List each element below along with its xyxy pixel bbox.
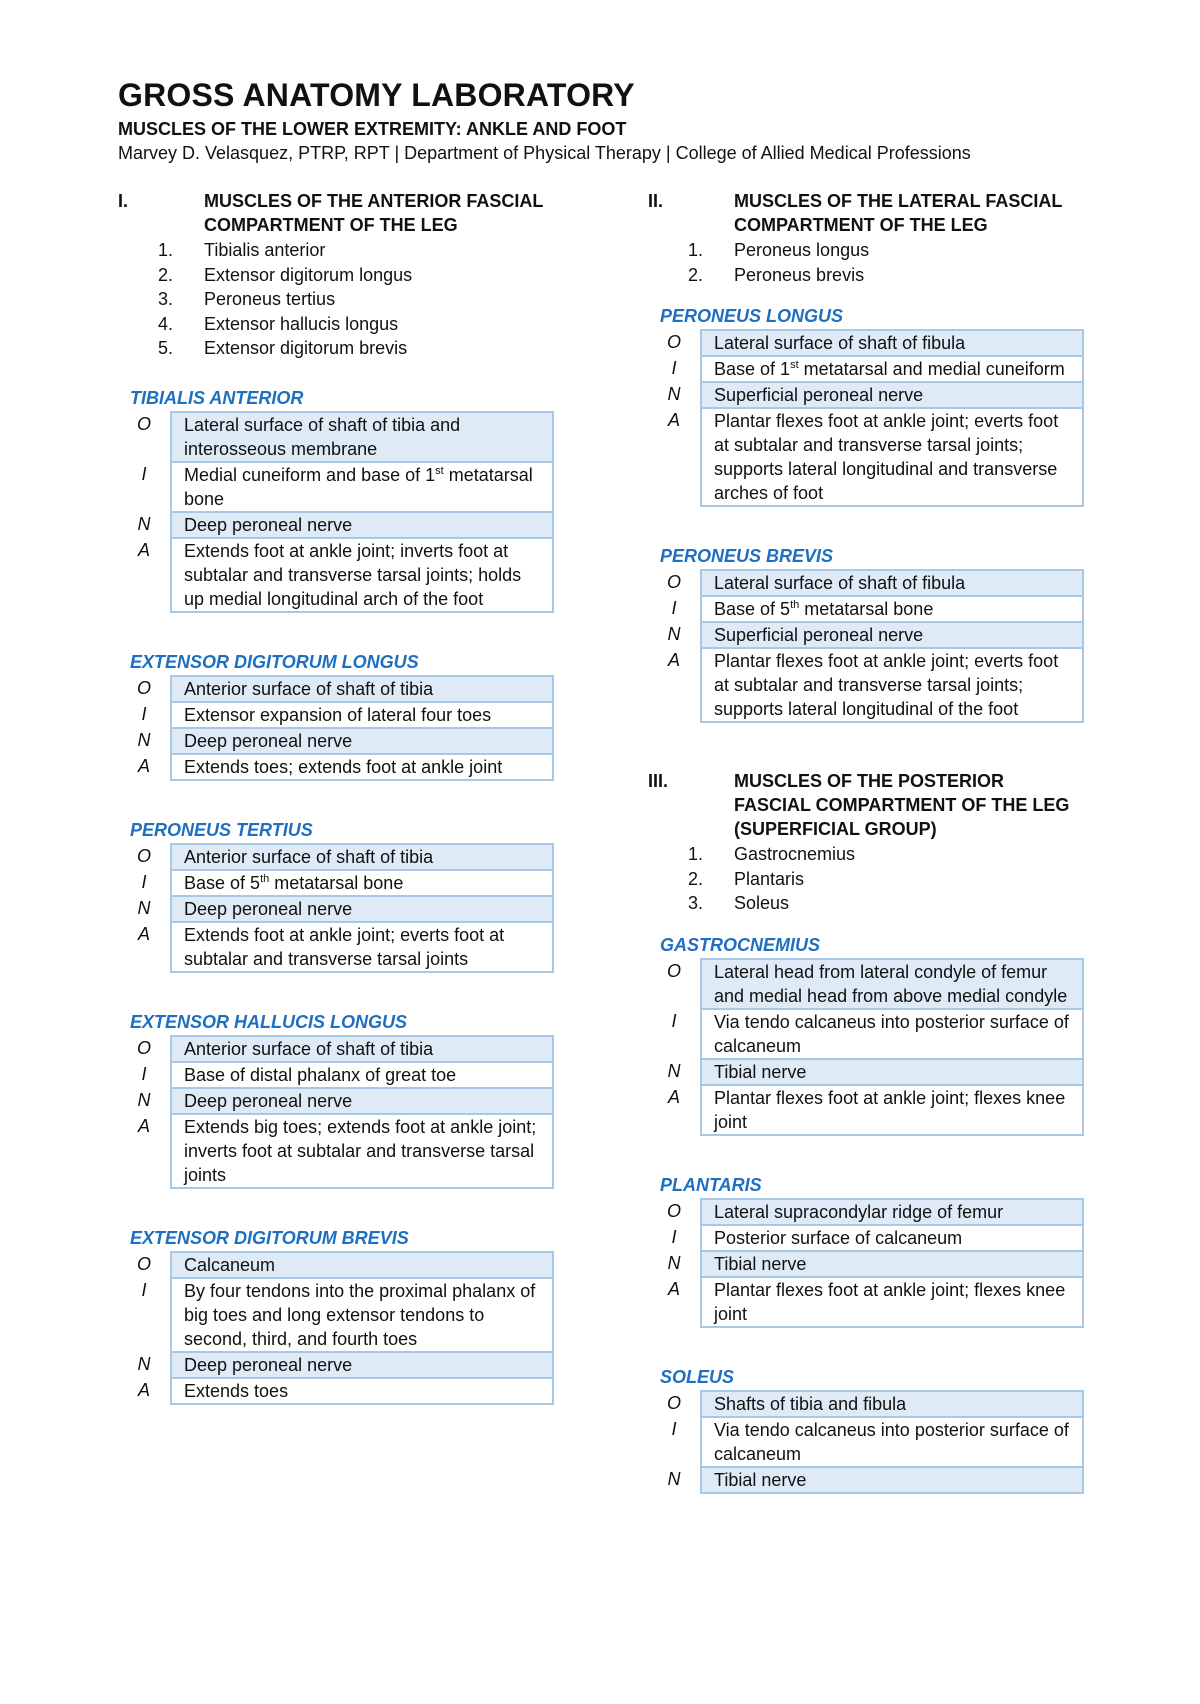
text: metatarsal and medial cuneiform: [798, 359, 1065, 379]
text: Peroneus brevis: [734, 264, 865, 285]
onia-table: [118, 1035, 554, 1189]
row-value: Plantar flexes foot at ankle joint; flexes knee joint: [701, 1277, 1083, 1327]
row-key: N: [667, 624, 681, 644]
table-row: [648, 1467, 1083, 1493]
row-key: A: [137, 755, 150, 776]
table-row: [118, 754, 553, 780]
muscle-block-soleus: [648, 1366, 1084, 1494]
table-row: [648, 622, 1083, 648]
row-key: A: [137, 1379, 150, 1400]
table-row: [648, 1199, 1083, 1225]
table-row: [648, 1009, 1083, 1059]
onia-table: [648, 1198, 1084, 1328]
table-row: [648, 382, 1083, 408]
muscle-name: TIBIALIS ANTERIOR: [130, 387, 304, 408]
row-value: Deep peroneal nerve: [171, 728, 553, 754]
table-row: [118, 1252, 553, 1278]
row-key: A: [137, 1115, 150, 1136]
muscle-block-tibialis-anterior: [118, 387, 554, 613]
row-key: I: [141, 1063, 147, 1084]
row-value: [171, 870, 553, 896]
row-value: Extends big toes; extends foot at ankle joint; inverts foot at subtalar and transverse tarsal joints: [171, 1114, 553, 1188]
section-title: MUSCLES OF THE LATERAL FASCIAL COMPARTMENT OF THE LEG: [734, 191, 1063, 235]
text: st: [790, 359, 799, 371]
section-heading-anterior: [118, 189, 554, 237]
section-title: MUSCLES OF THE ANTERIOR FASCIAL COMPARTMENT OF THE LEG: [204, 191, 544, 235]
list-item: [648, 263, 1084, 288]
onia-table: [648, 1390, 1084, 1494]
row-key: A: [667, 650, 680, 670]
row-value: Deep peroneal nerve: [171, 896, 553, 922]
row-key: O: [666, 572, 681, 592]
table-row: [118, 538, 553, 612]
row-value: Tibial nerve: [701, 1467, 1083, 1493]
text: metatarsal bone: [269, 872, 404, 893]
author-line: Marvey D. Velasquez, PTRP, RPT | Department of Physical Therapy | College of Allied Medical Professions: [118, 143, 971, 163]
row-key: O: [136, 845, 151, 866]
section-number: III.: [648, 771, 669, 791]
row-key: N: [137, 1089, 151, 1110]
table-row: [648, 1225, 1083, 1251]
list-item: [118, 312, 554, 337]
row-value: Superficial peroneal nerve: [701, 622, 1083, 648]
row-value: Base of distal phalanx of great toe: [171, 1062, 553, 1088]
list-number: 3.: [688, 893, 704, 913]
table-row: [648, 1277, 1083, 1327]
table-row: [648, 648, 1083, 722]
row-key: I: [671, 1418, 677, 1439]
list-item: [118, 336, 554, 361]
list-number: 2.: [158, 264, 174, 285]
row-value: Extends foot at ankle joint; inverts foot at subtalar and transverse tarsal joints; holds up medial longitudinal arch of the foot: [171, 538, 553, 612]
list-number: 2.: [688, 868, 704, 889]
list-number: 5.: [158, 338, 174, 358]
row-key: A: [667, 410, 680, 430]
table-row: [118, 844, 553, 870]
list-number: 4.: [158, 313, 174, 334]
row-key: N: [137, 513, 151, 534]
row-key: I: [141, 703, 147, 724]
text: st: [435, 464, 444, 477]
text: Tibialis anterior: [204, 240, 326, 260]
muscle-block-peroneus-brevis: [648, 545, 1084, 723]
row-value: Extends foot at ankle joint; everts foot at subtalar and transverse tarsal joints: [171, 922, 553, 972]
row-value: Lateral head from lateral condyle of femur and medial head from above medial condyle: [701, 959, 1083, 1009]
row-value: Anterior surface of shaft of tibia: [171, 676, 553, 702]
text: Base of 5: [714, 599, 791, 619]
row-value: Shafts of tibia and fibula: [701, 1391, 1083, 1417]
muscle-name: PERONEUS BREVIS: [660, 546, 834, 566]
list-item: [648, 891, 1084, 916]
list-item: [648, 842, 1084, 867]
table-row: [118, 1378, 553, 1404]
table-row: [118, 1062, 553, 1088]
page-subtitle: MUSCLES OF THE LOWER EXTREMITY: ANKLE AND FOOT: [118, 119, 627, 139]
row-key: A: [667, 1278, 680, 1299]
text: Base of 1: [714, 359, 791, 379]
table-row: [648, 1251, 1083, 1277]
row-key: N: [667, 1468, 681, 1489]
row-key: N: [667, 1252, 681, 1273]
text: Soleus: [734, 893, 790, 913]
text: Peroneus tertius: [204, 289, 336, 309]
muscle-block-edl: [118, 651, 554, 781]
table-row: [648, 596, 1083, 622]
table-row: [648, 408, 1083, 506]
muscle-name: GASTROCNEMIUS: [660, 934, 821, 955]
table-row: [118, 1036, 553, 1062]
list-item: [118, 238, 554, 263]
row-value: Deep peroneal nerve: [171, 512, 553, 538]
row-key: I: [671, 598, 677, 618]
muscle-name: PERONEUS LONGUS: [660, 306, 844, 326]
row-key: I: [141, 871, 147, 892]
table-row: [118, 412, 553, 462]
muscle-name: PLANTARIS: [660, 1174, 762, 1195]
row-value: Plantar flexes foot at ankle joint; flexes knee joint: [701, 1085, 1083, 1135]
table-row: [648, 1391, 1083, 1417]
row-value: Calcaneum: [171, 1252, 553, 1278]
table-row: [118, 462, 553, 512]
table-row: [118, 676, 553, 702]
list-number: 1.: [688, 240, 704, 260]
row-value: Posterior surface of calcaneum: [701, 1225, 1083, 1251]
row-value: Via tendo calcaneus into posterior surface of calcaneum: [701, 1417, 1083, 1467]
row-key: O: [136, 677, 151, 698]
muscle-block-ehl: [118, 1011, 554, 1189]
row-key: O: [136, 1037, 151, 1058]
row-key: O: [666, 1392, 681, 1413]
table-row: [648, 330, 1083, 356]
row-value: Extends toes; extends foot at ankle joint: [171, 754, 553, 780]
onia-table: [648, 958, 1084, 1136]
row-value: Extends toes: [171, 1378, 553, 1404]
left-column: [118, 189, 554, 1405]
text: metatarsal bone: [799, 599, 934, 619]
muscle-name: EXTENSOR HALLUCIS LONGUS: [130, 1011, 408, 1032]
row-key: N: [137, 1353, 151, 1374]
row-value: Lateral supracondylar ridge of femur: [701, 1199, 1083, 1225]
muscle-block-plantaris: [648, 1174, 1084, 1328]
onia-table: [648, 569, 1084, 723]
row-key: A: [667, 1086, 680, 1107]
row-value: Extensor expansion of lateral four toes: [171, 702, 553, 728]
onia-table: [118, 1251, 554, 1405]
table-row: [648, 959, 1083, 1009]
list-item: [648, 867, 1084, 892]
muscle-block-gastrocnemius: [648, 934, 1084, 1136]
table-row: [648, 356, 1083, 382]
row-value: Tibial nerve: [701, 1251, 1083, 1277]
list-number: 1.: [688, 844, 704, 864]
row-key: O: [666, 1200, 681, 1221]
row-key: I: [671, 358, 677, 378]
row-key: O: [136, 413, 151, 434]
row-key: I: [141, 1279, 147, 1300]
onia-table: [118, 411, 554, 613]
text: th: [790, 599, 800, 611]
text: Peroneus longus: [734, 240, 870, 260]
list-number: 1.: [158, 240, 174, 260]
list-item: [648, 238, 1084, 263]
row-value: Lateral surface of shaft of fibula: [701, 570, 1083, 596]
list-item: [118, 287, 554, 312]
table-row: [118, 1352, 553, 1378]
muscle-block-peroneus-tertius: [118, 819, 554, 973]
section-heading-lateral: [648, 189, 1084, 237]
table-row: [118, 728, 553, 754]
text: Extensor digitorum longus: [204, 264, 413, 285]
muscle-name: EXTENSOR DIGITORUM BREVIS: [130, 1227, 409, 1248]
row-key: O: [666, 332, 681, 352]
row-value: Deep peroneal nerve: [171, 1088, 553, 1114]
page-title: GROSS ANATOMY LABORATORY: [118, 77, 635, 113]
row-value: Plantar flexes foot at ankle joint; everts foot at subtalar and transverse tarsal joints; supports lateral longitudinal and transverse arches of foot: [701, 408, 1083, 506]
row-key: I: [141, 463, 147, 484]
section-heading-posterior: [648, 769, 1084, 841]
right-column: [648, 189, 1084, 1494]
row-value: Tibial nerve: [701, 1059, 1083, 1085]
row-value: Plantar flexes foot at ankle joint; everts foot at subtalar and transverse tarsal joints; supports lateral longitudinal of the foot: [701, 648, 1083, 722]
table-row: [648, 1085, 1083, 1135]
row-value: By four tendons into the proximal phalanx of big toes and long extensor tendons to second, third, and fourth toes: [171, 1278, 553, 1352]
row-value: Superficial peroneal nerve: [701, 382, 1083, 408]
row-key: O: [666, 960, 681, 981]
section-number: I.: [118, 191, 129, 211]
list-number: 2.: [688, 264, 704, 285]
row-key: A: [137, 539, 150, 560]
row-value: [171, 462, 553, 512]
text: Extensor digitorum brevis: [204, 338, 408, 358]
muscle-block-edb: [118, 1227, 554, 1405]
table-row: [648, 570, 1083, 596]
text: metatarsal bone: [184, 464, 533, 509]
muscle-block-peroneus-longus: [648, 305, 1084, 507]
document-header: [118, 78, 1118, 164]
muscle-name: SOLEUS: [660, 1366, 735, 1387]
table-row: [118, 1114, 553, 1188]
text: Gastrocnemius: [734, 844, 856, 864]
table-row: [118, 896, 553, 922]
table-row: [118, 870, 553, 896]
table-row: [118, 702, 553, 728]
text: Plantaris: [734, 868, 805, 889]
row-value: [701, 356, 1083, 382]
onia-table: [648, 329, 1084, 507]
row-key: N: [667, 384, 681, 404]
table-row: [118, 1278, 553, 1352]
table-row: [118, 922, 553, 972]
section-number: II.: [648, 191, 664, 211]
section-title: MUSCLES OF THE POSTERIOR FASCIAL COMPARTMENT OF THE LEG (SUPERFICIAL GROUP): [734, 771, 1070, 839]
table-row: [118, 1088, 553, 1114]
row-value: Lateral surface of shaft of tibia and interosseous membrane: [171, 412, 553, 462]
list-number: 3.: [158, 289, 174, 309]
onia-table: [118, 843, 554, 973]
table-row: [648, 1417, 1083, 1467]
muscle-list-anterior: [118, 238, 554, 361]
row-value: Via tendo calcaneus into posterior surface of calcaneum: [701, 1009, 1083, 1059]
row-value: Deep peroneal nerve: [171, 1352, 553, 1378]
muscle-name: PERONEUS TERTIUS: [130, 819, 313, 840]
onia-table: [118, 675, 554, 781]
row-key: N: [137, 897, 151, 918]
text: Medial cuneiform and base of 1: [184, 464, 436, 485]
table-row: [648, 1059, 1083, 1085]
table-row: [118, 512, 553, 538]
muscle-list-posterior: [648, 842, 1084, 916]
row-value: Anterior surface of shaft of tibia: [171, 1036, 553, 1062]
row-value: Lateral surface of shaft of fibula: [701, 330, 1083, 356]
row-key: N: [137, 729, 151, 750]
row-key: O: [136, 1253, 151, 1274]
row-key: I: [671, 1226, 677, 1247]
list-item: [118, 263, 554, 288]
row-key: N: [667, 1060, 681, 1081]
row-value: Anterior surface of shaft of tibia: [171, 844, 553, 870]
row-key: I: [671, 1010, 677, 1031]
muscle-list-lateral: [648, 238, 1084, 287]
row-value: [701, 596, 1083, 622]
text: Base of 5: [184, 872, 261, 893]
text: Extensor hallucis longus: [204, 313, 399, 334]
text: th: [260, 872, 270, 885]
muscle-name: EXTENSOR DIGITORUM LONGUS: [130, 651, 419, 672]
row-key: A: [137, 923, 150, 944]
